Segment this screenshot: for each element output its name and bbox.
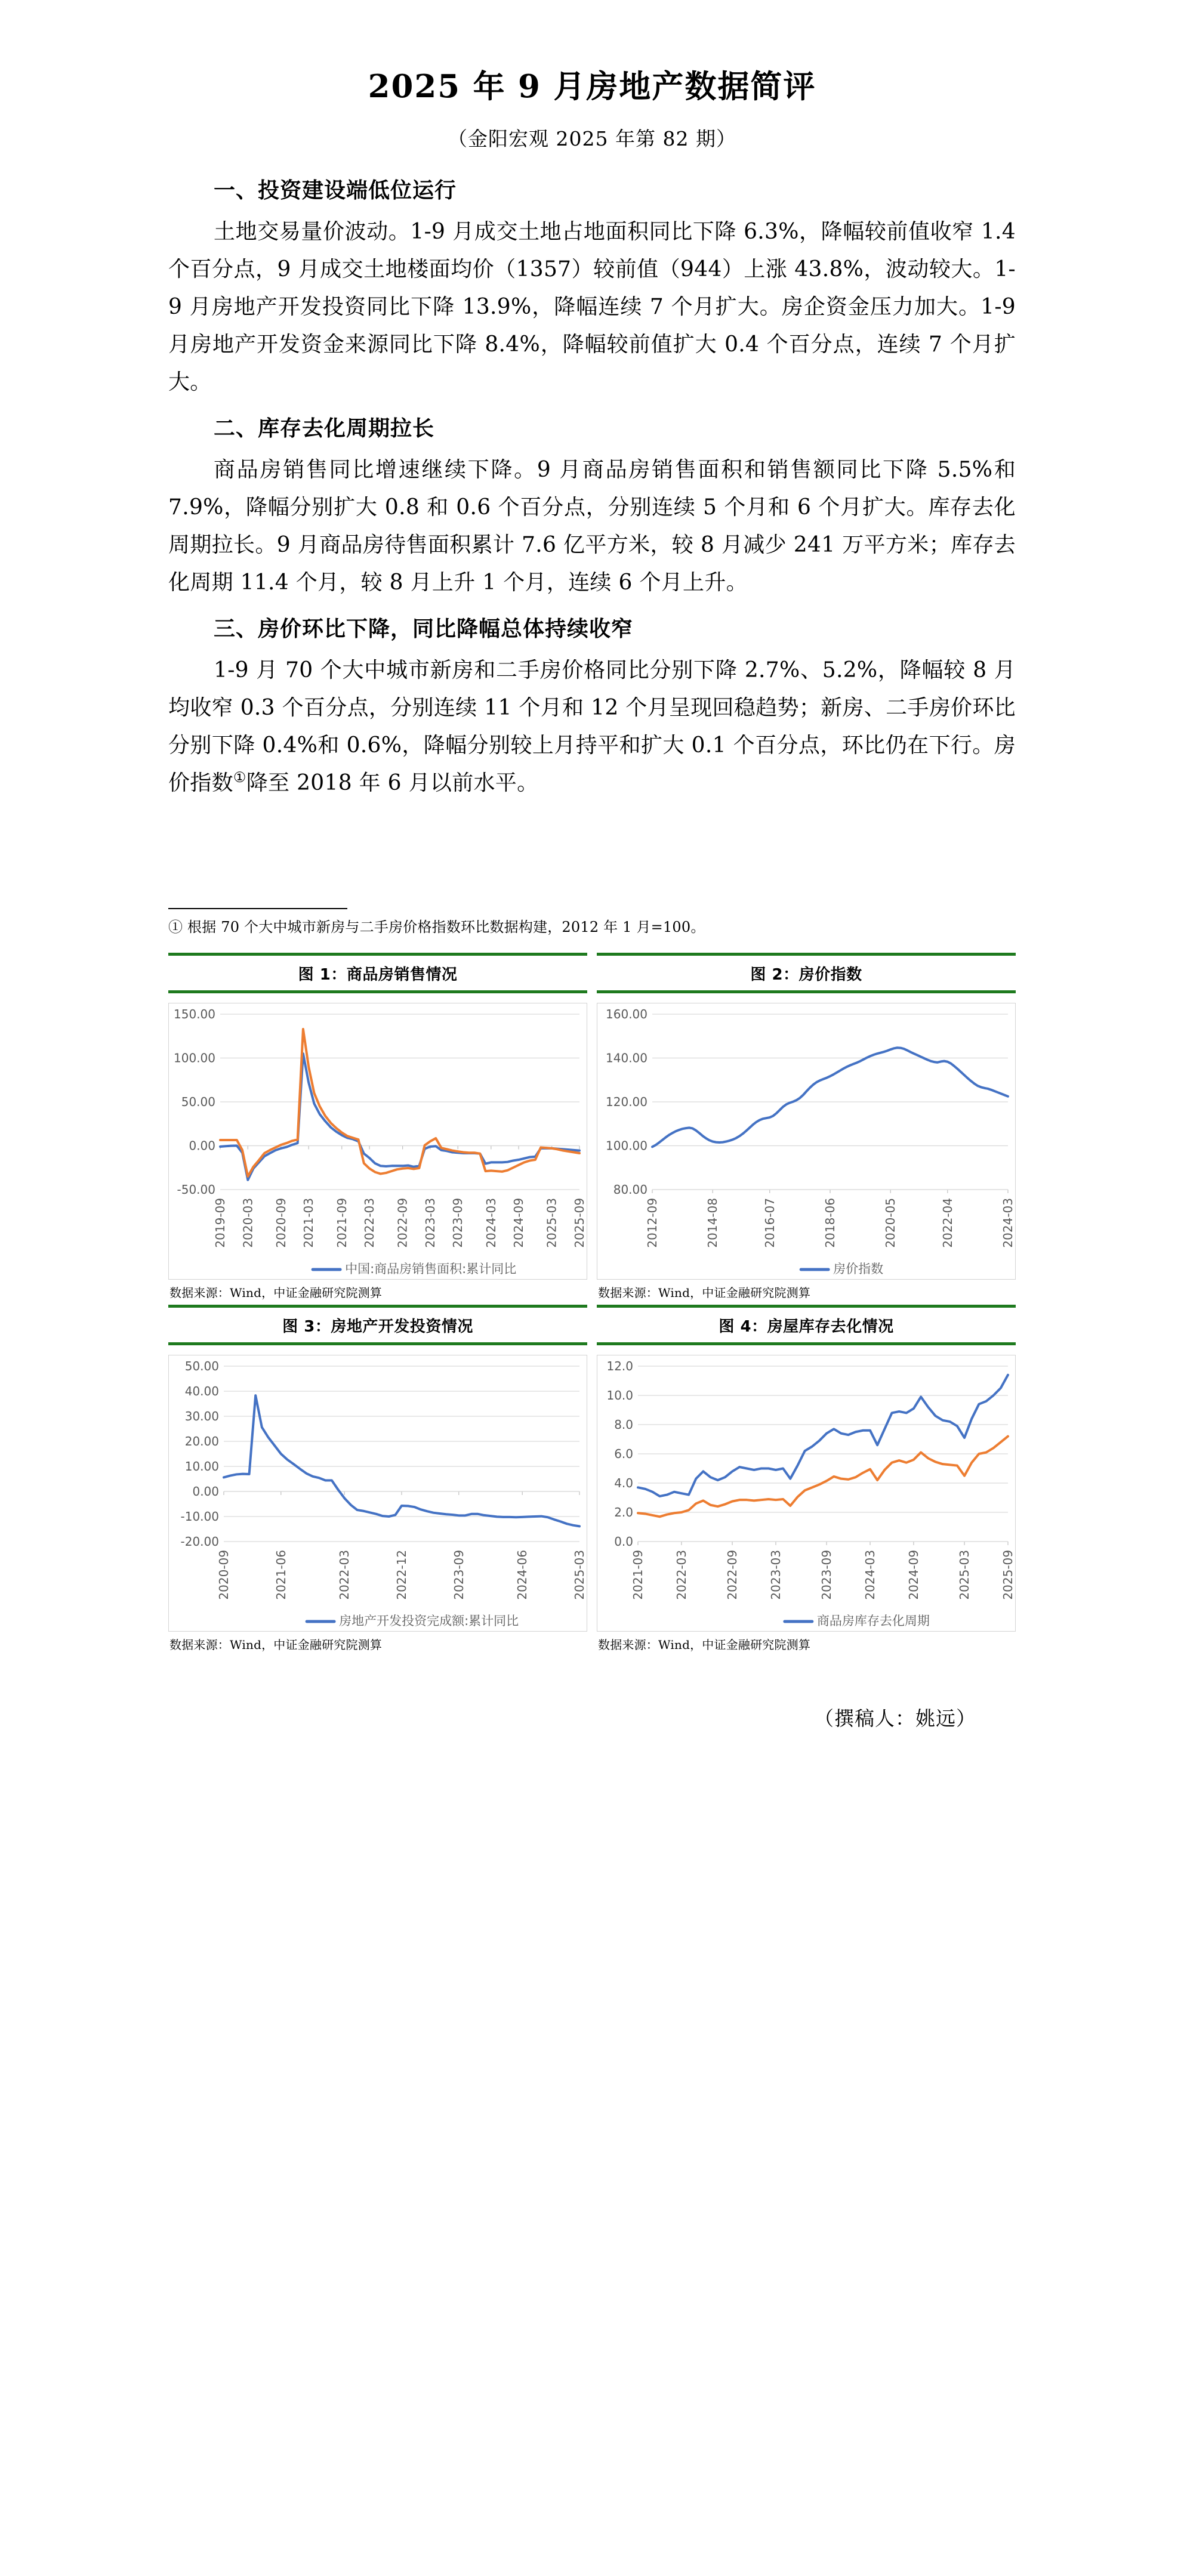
footnote-block (168, 807, 1016, 938)
svg-text:-10.00: -10.00 (180, 1509, 219, 1524)
chart-title-2: 图 2：房价指数 (750, 966, 862, 984)
chart-card-2 (597, 953, 1016, 1305)
svg-text:6.0: 6.0 (614, 1447, 633, 1462)
svg-text:2025-03: 2025-03 (572, 1550, 587, 1600)
chart-svg-2 (597, 1003, 1015, 1279)
chart-source-1: 数据来源：Wind，中证金融研究院测算 (169, 1286, 383, 1301)
svg-text:中国:商品房销售面积:累计同比: 中国:商品房销售面积:累计同比 (345, 1262, 517, 1277)
chart-svg-3 (169, 1355, 587, 1631)
svg-text:2023-09: 2023-09 (819, 1550, 834, 1600)
svg-text:160.00: 160.00 (606, 1007, 648, 1022)
svg-text:2020-09: 2020-09 (273, 1198, 288, 1248)
svg-text:2014-08: 2014-08 (705, 1198, 720, 1248)
chart-title-3: 图 3：房地产开发投资情况 (282, 1318, 473, 1336)
svg-text:2024-03: 2024-03 (483, 1198, 498, 1248)
svg-text:2020-05: 2020-05 (883, 1198, 898, 1248)
chart-plot-4 (597, 1355, 1016, 1632)
page-subtitle: （金阳宏观 2025 年第 82 期） (448, 127, 736, 151)
svg-text:2021-06: 2021-06 (273, 1550, 288, 1600)
svg-text:80.00: 80.00 (613, 1182, 648, 1197)
svg-text:0.0: 0.0 (614, 1534, 633, 1549)
svg-text:2022-03: 2022-03 (337, 1550, 352, 1600)
svg-text:100.00: 100.00 (606, 1138, 648, 1153)
chart-title-1: 图 1：商品房销售情况 (298, 966, 458, 984)
section-paragraph-3: 1-9 月 70 个大中城市新房和二手房价格同比分别下降 2.7%、5.2%，降幅较 8 月均收窄 0.3 个百分点，分别连续 11 个月和 12 个月呈现回稳趋势；新房、二手房价环比分别下降 0.4%和 0.6%，降幅分别较上月持平和扩大 0.1 个百分点，环比仍在下行。房价指数①降至 2018 年 6 月以前水平。 (168, 658, 1016, 796)
chart-rule-bottom-1 (168, 990, 587, 993)
svg-text:2025-09: 2025-09 (1001, 1550, 1015, 1600)
chart-card-3 (168, 1305, 587, 1657)
svg-text:2022-03: 2022-03 (674, 1550, 689, 1600)
svg-text:50.00: 50.00 (181, 1095, 215, 1110)
svg-text:2.0: 2.0 (614, 1505, 633, 1520)
svg-text:2021-03: 2021-03 (301, 1198, 316, 1248)
svg-text:150.00: 150.00 (174, 1007, 215, 1022)
svg-text:2024-09: 2024-09 (906, 1550, 921, 1600)
svg-text:2023-03: 2023-03 (768, 1550, 783, 1600)
svg-text:10.00: 10.00 (184, 1459, 219, 1474)
section-heading-1: 一、投资建设端低位运行 (214, 178, 457, 203)
svg-text:2016-07: 2016-07 (762, 1198, 777, 1248)
svg-text:2024-03: 2024-03 (863, 1550, 878, 1600)
svg-text:100.00: 100.00 (174, 1051, 215, 1065)
svg-text:2023-03: 2023-03 (423, 1198, 437, 1248)
page-title: 2025 年 9 月房地产数据简评 (368, 68, 816, 105)
svg-text:0.00: 0.00 (189, 1138, 215, 1153)
footnote-rule (168, 908, 347, 909)
section-paragraph-2: 商品房销售同比增速继续下降。9 月商品房销售面积和销售额同比下降 5.5%和 7.9%，降幅分别扩大 0.8 和 0.6 个百分点，分别连续 5 个月和 6 个月扩大。库存去化周期拉长。9 月商品房待售面积累计 7.6 亿平方米，较 8 月减少 241 万平方米；库存去化周期 11.4 个月，较 8 月上升 1 个月，连续 6 个月上升。 (168, 458, 1016, 595)
svg-text:2022-04: 2022-04 (940, 1198, 955, 1248)
article-body (168, 0, 1016, 802)
svg-text:30.00: 30.00 (184, 1409, 219, 1424)
svg-text:140.00: 140.00 (606, 1051, 648, 1065)
svg-text:2022-12: 2022-12 (394, 1550, 409, 1600)
svg-text:50.00: 50.00 (184, 1359, 219, 1374)
svg-text:2020-03: 2020-03 (240, 1198, 255, 1248)
section-heading-3: 三、房价环比下降，同比降幅总体持续收窄 (214, 617, 634, 642)
svg-text:2022-09: 2022-09 (725, 1550, 740, 1600)
svg-text:2024-03: 2024-03 (1001, 1198, 1015, 1248)
chart-plot-2 (597, 1003, 1016, 1280)
chart-plot-3 (168, 1355, 587, 1632)
svg-text:-50.00: -50.00 (177, 1182, 215, 1197)
svg-text:120.00: 120.00 (606, 1095, 648, 1110)
svg-text:2012-09: 2012-09 (645, 1198, 659, 1248)
svg-text:2025-03: 2025-03 (544, 1198, 559, 1248)
chart-source-4: 数据来源：Wind，中证金融研究院测算 (598, 1638, 811, 1653)
chart-card-4 (597, 1305, 1016, 1657)
svg-text:2022-03: 2022-03 (362, 1198, 377, 1248)
svg-text:2021-09: 2021-09 (631, 1550, 645, 1600)
svg-text:2020-09: 2020-09 (217, 1550, 231, 1600)
svg-text:2024-09: 2024-09 (511, 1198, 526, 1248)
chart-rule-bottom-3 (168, 1342, 587, 1345)
chart-title-4: 图 4：房屋库存去化情况 (719, 1318, 894, 1336)
svg-text:2024-06: 2024-06 (515, 1550, 530, 1600)
svg-text:12.0: 12.0 (606, 1359, 633, 1374)
byline: （撰稿人：姚远） (814, 1707, 976, 1731)
svg-text:房地产开发投资完成额:累计同比: 房地产开发投资完成额:累计同比 (339, 1614, 519, 1629)
svg-text:40.00: 40.00 (184, 1384, 219, 1399)
svg-text:2025-03: 2025-03 (957, 1550, 972, 1600)
chart-rule-bottom-4 (597, 1342, 1016, 1345)
svg-text:2018-06: 2018-06 (823, 1198, 837, 1248)
section-paragraph-1: 土地交易量价波动。1-9 月成交土地占地面积同比下降 6.3%，降幅较前值收窄 1.4 个百分点，9 月成交土地楼面均价（1357）较前值（944）上涨 43.8%，波动较大。1-9 月房地产开发投资同比下降 13.9%，降幅连续 7 个月扩大。房企资金压力加大。1-9 月房地产开发资金来源同比下降 8.4%，降幅较前值扩大 0.4 个百分点，连续 7 个月扩大。 (168, 220, 1016, 395)
svg-text:2019-09: 2019-09 (213, 1198, 227, 1248)
charts-grid (168, 938, 1016, 1657)
chart-plot-1 (168, 1003, 587, 1280)
section-heading-2: 二、库存去化周期拉长 (214, 416, 435, 441)
chart-card-1 (168, 953, 587, 1305)
svg-text:2022-09: 2022-09 (395, 1198, 410, 1248)
svg-text:8.0: 8.0 (614, 1417, 633, 1432)
svg-text:4.0: 4.0 (614, 1476, 633, 1491)
chart-svg-1 (169, 1003, 587, 1279)
svg-text:房价指数: 房价指数 (833, 1262, 884, 1277)
chart-rule-bottom-2 (597, 990, 1016, 993)
chart-source-2: 数据来源：Wind，中证金融研究院测算 (598, 1286, 811, 1301)
svg-text:2023-09: 2023-09 (451, 1198, 465, 1248)
svg-text:10.0: 10.0 (606, 1388, 633, 1403)
footnote-text: ① 根据 70 个大中城市新房与二手房价格指数环比数据构建，2012 年 1 月=100。 (168, 919, 705, 936)
chart-source-3: 数据来源：Wind，中证金融研究院测算 (169, 1638, 383, 1653)
svg-text:-20.00: -20.00 (180, 1534, 219, 1549)
chart-svg-4 (597, 1355, 1015, 1631)
svg-text:2025-09: 2025-09 (572, 1198, 587, 1248)
svg-text:0.00: 0.00 (192, 1484, 219, 1499)
svg-text:20.00: 20.00 (184, 1434, 219, 1449)
svg-text:商品房库存去化周期: 商品房库存去化周期 (816, 1614, 930, 1629)
svg-text:2023-09: 2023-09 (451, 1550, 466, 1600)
svg-text:2021-09: 2021-09 (334, 1198, 349, 1248)
